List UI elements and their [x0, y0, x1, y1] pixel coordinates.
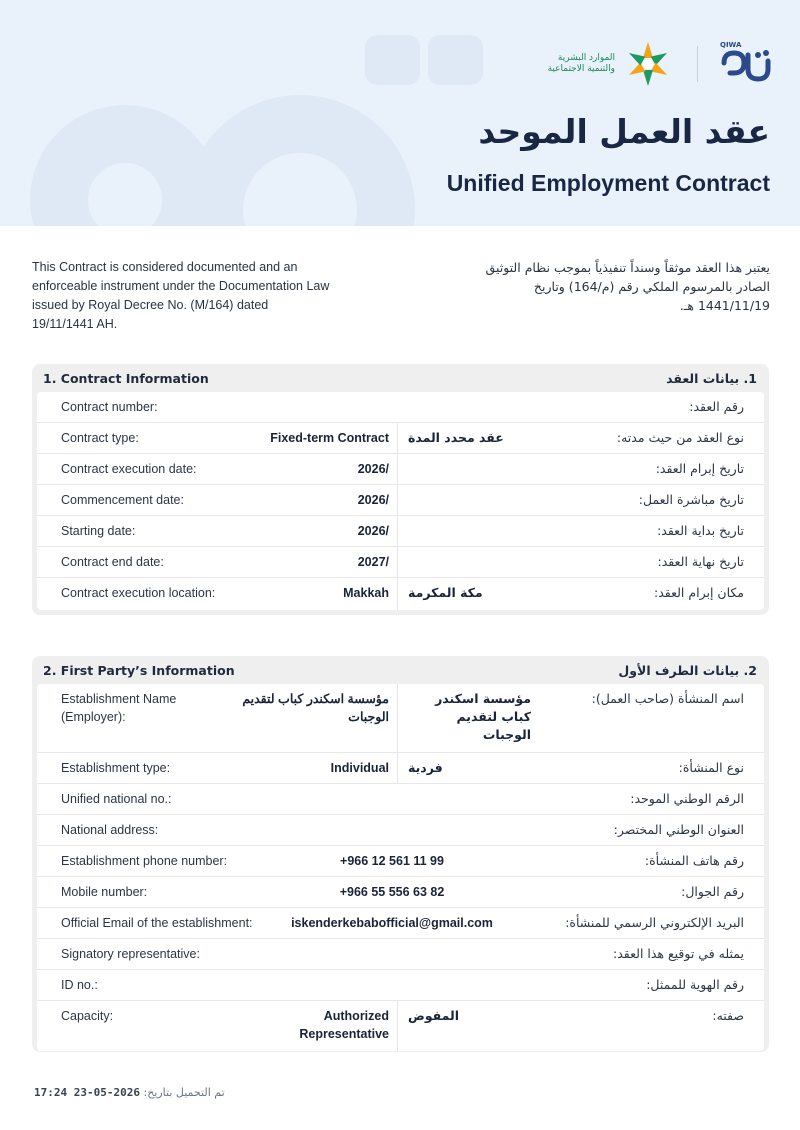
field-label-arabic: تاريخ مباشرة العمل:: [638, 492, 744, 507]
field-label-arabic: صفته:: [712, 1008, 744, 1023]
table-row: [37, 846, 764, 877]
ministry-name-line2: والتنمية الاجتماعية: [547, 64, 615, 74]
table-row: [37, 547, 764, 578]
field-label-arabic: الرقم الوطني الموحد:: [630, 791, 744, 806]
field-label-arabic: رقم الجوال:: [681, 884, 744, 899]
field-value-english: Fixed-term Contract: [270, 431, 389, 445]
field-value: [257, 392, 527, 422]
field-value: [257, 939, 527, 969]
download-timestamp: [28, 1086, 225, 1099]
field-value-arabic: [397, 516, 527, 546]
background-decoration: [365, 35, 420, 85]
field-value-arabic: [397, 454, 527, 484]
field-value-arabic: عقد محدد المدة: [397, 423, 527, 453]
field-value: [257, 784, 527, 814]
download-datetime: 2026-05-23 17:24: [34, 1086, 140, 1099]
table-row: [37, 939, 764, 970]
ministry-name: [548, 53, 615, 75]
background-decoration: [185, 95, 415, 226]
qiwa-logo-icon: [720, 49, 772, 87]
field-value: +966 12 561 11 99: [340, 854, 444, 868]
field-label-english: Mobile number:: [61, 885, 148, 899]
field-label-english: Signatory representative:: [61, 947, 200, 961]
page-title-english: Unified Employment Contract: [446, 170, 770, 196]
field-value-arabic: المفوض: [397, 1001, 527, 1051]
first-party-section: [32, 656, 769, 1052]
contract-information-section: [32, 364, 769, 615]
field-label-english: Establishment type:: [61, 761, 171, 775]
page-title-arabic: عقد العمل الموحد: [478, 112, 770, 151]
field-label-arabic: تاريخ نهاية العقد:: [657, 554, 744, 569]
table-row: [37, 877, 764, 908]
table-row: [37, 392, 764, 423]
table-row: [37, 784, 764, 815]
field-value-english: 2026/: [357, 493, 389, 507]
header-logos: [548, 38, 772, 90]
field-label-english: Contract type:: [61, 431, 139, 445]
field-label-english: Contract end date:: [61, 555, 164, 569]
field-label-arabic: تاريخ بداية العقد:: [657, 523, 744, 538]
field-label-english: Contract execution location:: [61, 586, 216, 600]
section-header: [37, 656, 764, 684]
logo-divider: [697, 46, 698, 82]
table-row: [37, 815, 764, 846]
table-row: [37, 454, 764, 485]
ministry-logo-icon: [621, 39, 675, 89]
field-label-english: Contract execution date:: [61, 462, 197, 476]
field-label-arabic: رقم الهوية للممثل:: [646, 977, 744, 992]
section-title-english: 1. Contract Information: [43, 370, 209, 386]
field-label-english: Official Email of the establishment:: [61, 916, 253, 930]
field-label-english: National address:: [61, 823, 159, 837]
table-row: [37, 423, 764, 454]
field-label-english: Establishment phone number:: [61, 854, 228, 868]
field-value: [257, 815, 527, 845]
section-header: [37, 364, 764, 392]
field-label-english: Contract number:: [61, 400, 158, 414]
qiwa-label: QIWA: [720, 41, 742, 49]
intro-text-arabic: يعتبر هذا العقد موثقاً وسنداً تنفيذياً بموجب نظام التوثيق الصادر بالمرسوم الملكي رقم (م/164) وتاريخ 1441/11/19 هـ.: [485, 260, 770, 313]
table-row: [37, 753, 764, 784]
field-value-arabic: [397, 547, 527, 577]
table-row: [37, 485, 764, 516]
field-value-english: 2027/: [357, 555, 389, 569]
section-body: [37, 684, 764, 1051]
field-label-arabic: رقم هاتف المنشأة:: [644, 853, 744, 868]
field-label-arabic: تاريخ إبرام العقد:: [655, 461, 744, 476]
field-value-arabic: فردية: [397, 753, 527, 783]
intro-text-english: This Contract is considered documented and an enforceable instrument under the Documentation Law issued by Royal Decree No. (M/164) dated 19/11/1441 AH.: [32, 260, 330, 331]
field-label-arabic: نوع العقد من حيث مدته:: [616, 430, 744, 445]
field-value-english: Individual: [330, 761, 389, 775]
field-value-english: Makkah: [343, 586, 389, 600]
field-label-arabic: العنوان الوطني المختصر:: [613, 822, 744, 837]
table-row: [37, 516, 764, 547]
background-decoration: [428, 35, 483, 85]
table-row: [37, 908, 764, 939]
field-value-english: مؤسسة اسكندر كباب لتقديم الوجبات: [242, 692, 389, 724]
section-body: [37, 392, 764, 610]
qiwa-logo: [720, 41, 772, 87]
table-row: [37, 578, 764, 610]
section-title-arabic: 2. بيانات الطرف الأول: [618, 662, 757, 678]
field-label-english: Commencement date:: [61, 493, 184, 507]
section-title-english: 2. First Party’s Information: [43, 662, 235, 678]
ministry-name-line1: الموارد البشرية: [557, 53, 615, 63]
header-banner: [0, 0, 800, 226]
field-label-arabic: مكان إبرام العقد:: [653, 585, 744, 600]
field-label-arabic: البريد الإلكتروني الرسمي للمنشأة:: [565, 915, 744, 930]
table-row: [37, 684, 764, 753]
download-label: تم التحميل بتاريخ:: [143, 1086, 225, 1099]
field-value: +966 55 556 63 82: [339, 885, 445, 899]
field-label-arabic: نوع المنشأة:: [678, 760, 744, 775]
field-label-english: Unified national no.:: [61, 792, 172, 806]
field-value: [257, 970, 527, 1000]
field-value-arabic: مكة المكرمة: [397, 578, 527, 610]
table-row: [37, 970, 764, 1001]
field-label-english: Establishment Name (Employer):: [61, 692, 177, 724]
field-label-arabic: اسم المنشأة (صاحب العمل):: [591, 691, 744, 706]
field-value-english: 2026/: [357, 462, 389, 476]
field-label-english: Starting date:: [61, 524, 136, 538]
field-value-arabic: [397, 485, 527, 515]
field-label-english: ID no.:: [61, 978, 98, 992]
field-label-arabic: رقم العقد:: [689, 399, 744, 414]
field-label-english: Capacity:: [61, 1009, 114, 1023]
field-value-arabic: مؤسسة اسكندر كباب لتقديم الوجبات: [397, 684, 537, 752]
field-value: iskenderkebabofficial@gmail.com: [291, 916, 493, 930]
field-value-english: Authorized Representative: [299, 1009, 389, 1041]
table-row: [37, 1001, 764, 1051]
section-title-arabic: 1. بيانات العقد: [666, 370, 757, 386]
field-label-arabic: يمثله في توقيع هذا العقد:: [613, 946, 744, 961]
field-value-english: 2026/: [357, 524, 389, 538]
